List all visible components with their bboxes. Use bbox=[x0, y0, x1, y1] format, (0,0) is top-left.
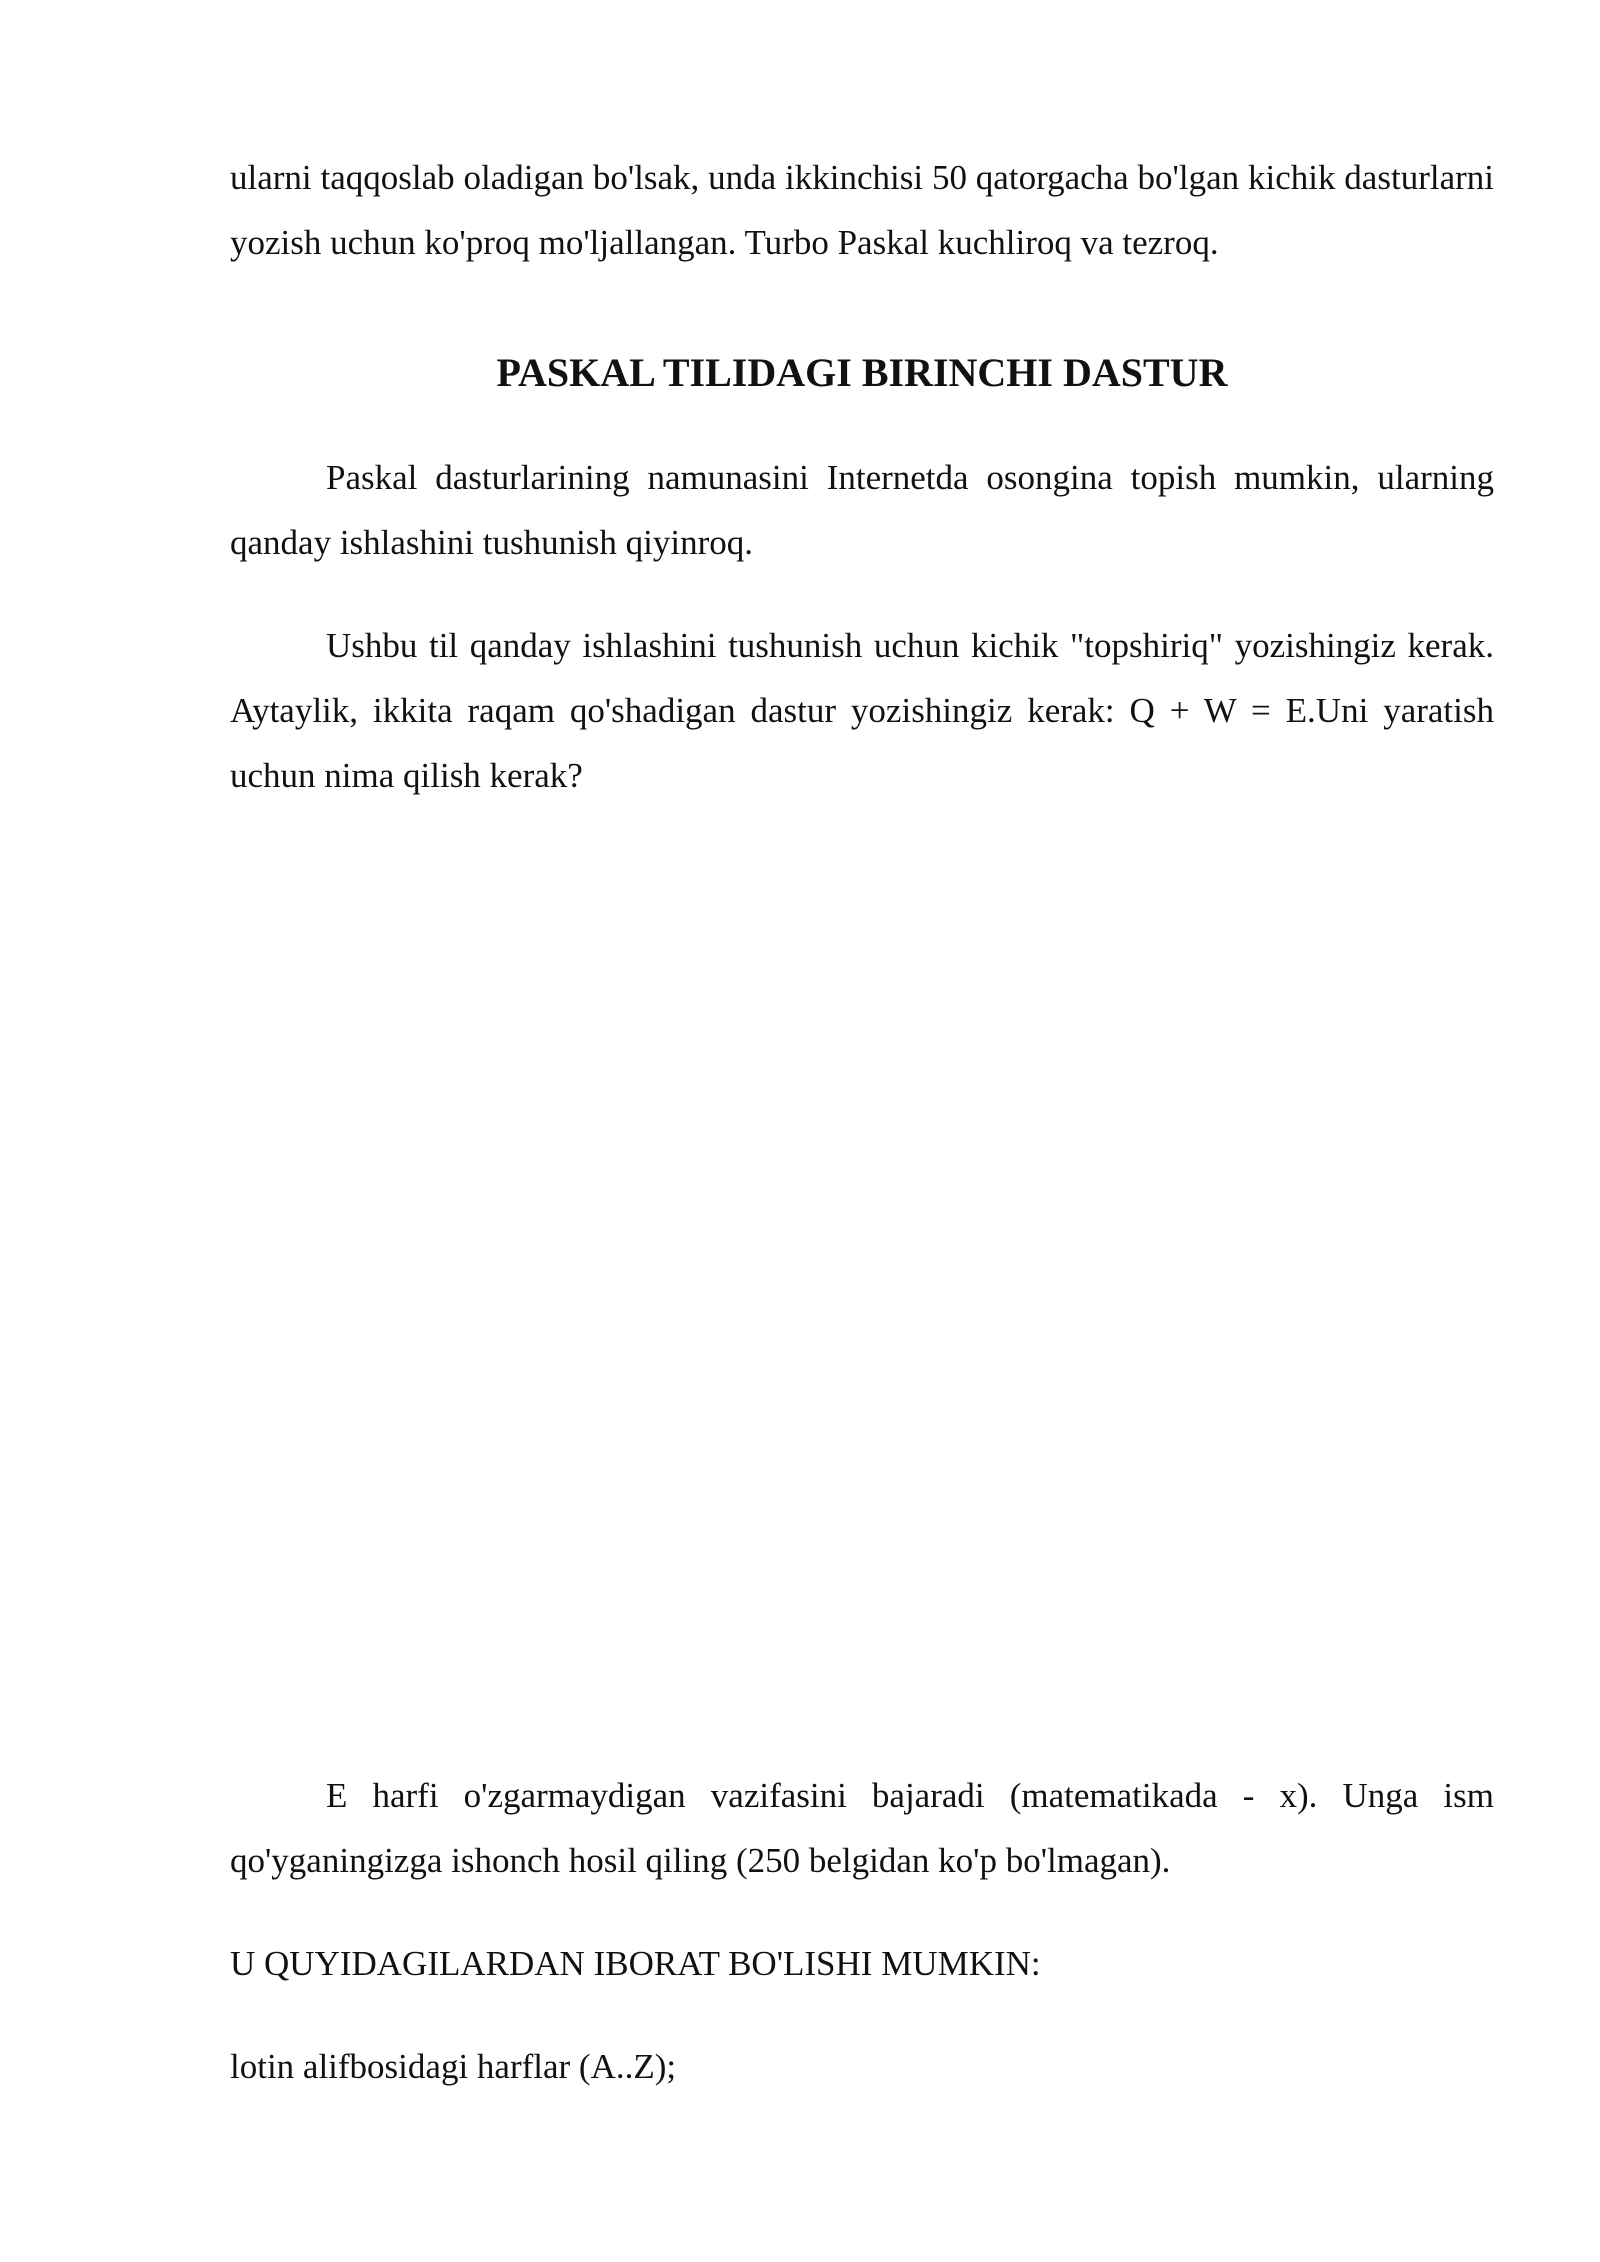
paragraph-task: Ushbu til qanday ishlashini tushunish uchun kichik "topshiriq" yozishingiz kerak. Aytaylik, ikkita raqam qo'shadigan dastur yozishingiz kerak: Q + W = E.Uni yaratish uchun nima qilish kerak? bbox=[230, 626, 1494, 795]
section-heading: PASKAL TILIDAGI BIRINCHI DASTUR bbox=[496, 350, 1228, 395]
paragraph-letters: lotin alifbosidagi harflar (A..Z); bbox=[230, 2047, 677, 2086]
paragraph-variable: E harfi o'zgarmaydigan vazifasini bajaradi (matematikada - x). Unga ism qo'yganingizga ishonch hosil qiling (250 belgidan ko'p bo'lmagan). bbox=[230, 1776, 1494, 1880]
paragraph-intro: ularni taqqoslab oladigan bo'lsak, unda ikkinchisi 50 qatorgacha bo'lgan kichik dasturlarni yozish uchun ko'proq mo'ljallangan. Turbo Paskal kuchliroq va tezroq. bbox=[230, 158, 1494, 262]
paragraph-consists: U QUYIDAGILARDAN IBORAT BO'LISHI MUMKIN: bbox=[230, 1944, 1041, 1983]
paragraph-samples: Paskal dasturlarining namunasini Internetda osongina topish mumkin, ularning qanday ishlashini tushunish qiyinroq. bbox=[230, 458, 1494, 562]
